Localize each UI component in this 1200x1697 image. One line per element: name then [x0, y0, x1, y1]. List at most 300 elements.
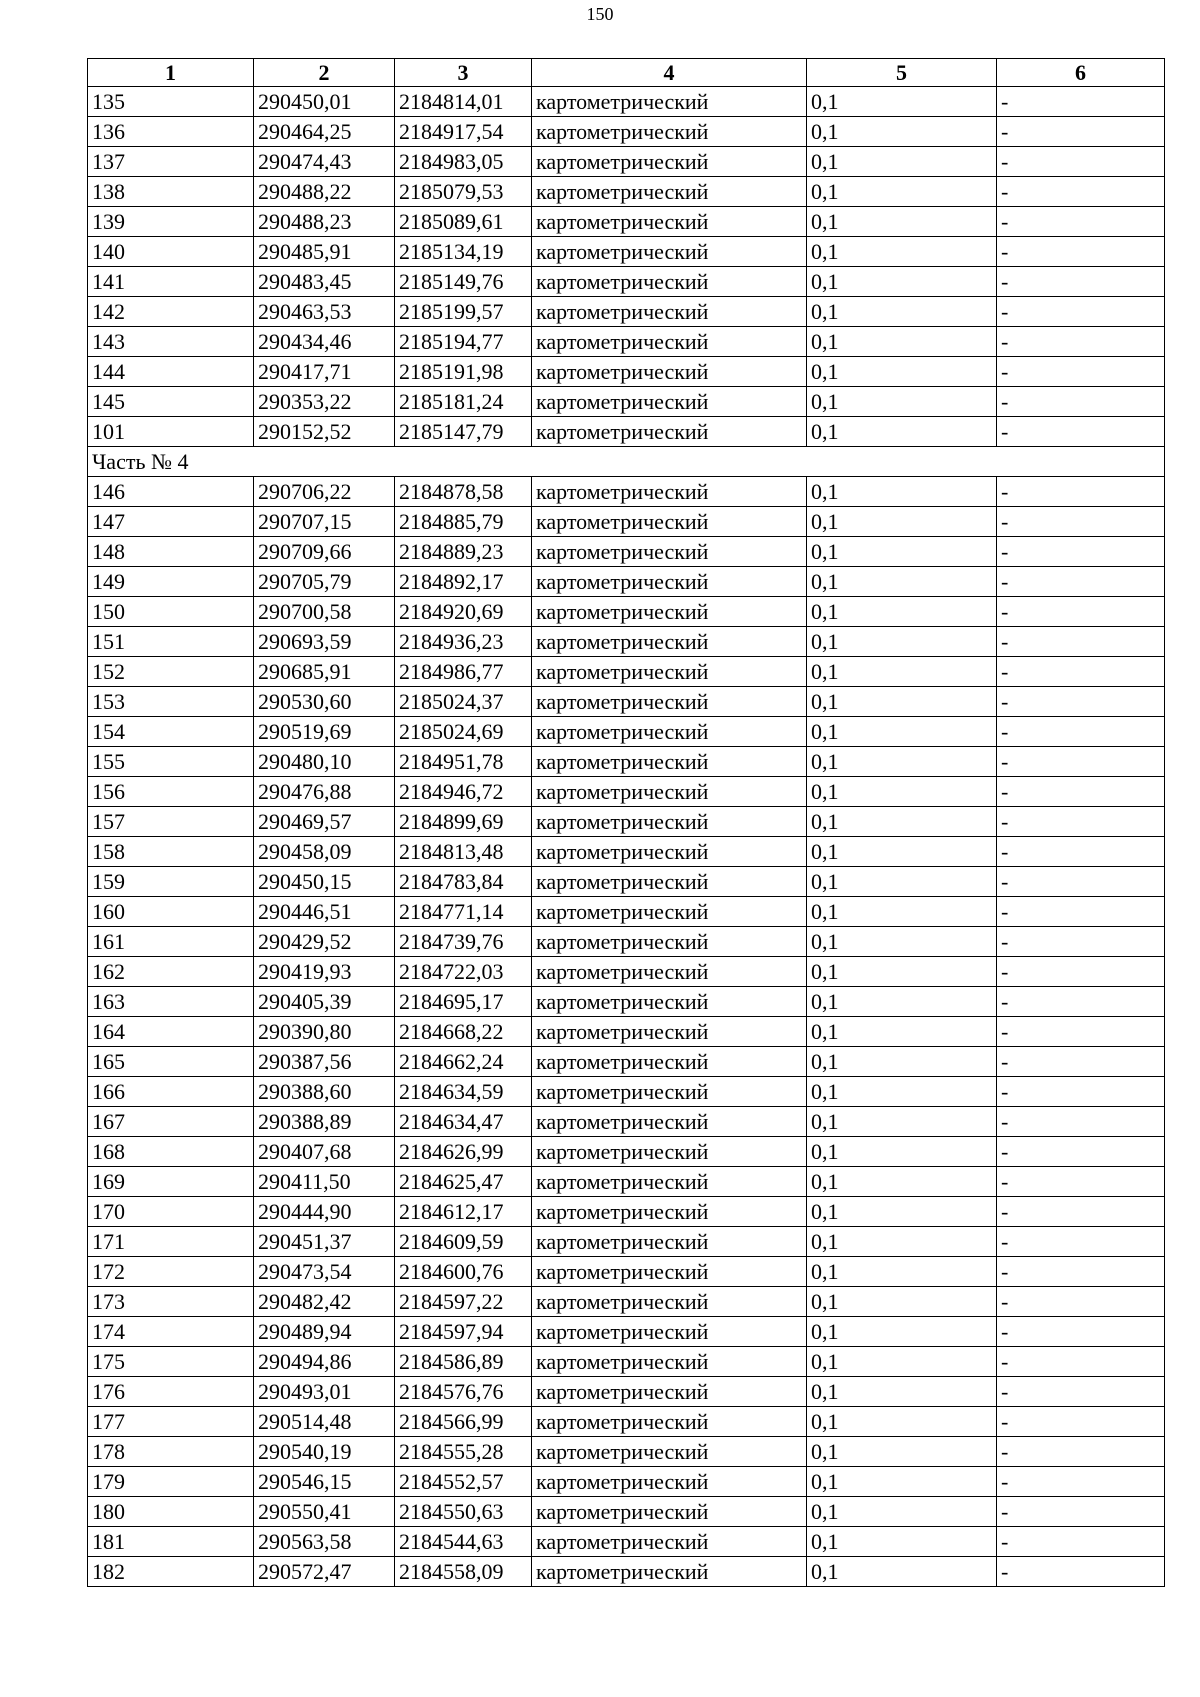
y-coordinate-cell: 2184552,57: [395, 1467, 532, 1497]
y-coordinate-cell: 2184597,94: [395, 1317, 532, 1347]
point-number-cell: 171: [88, 1227, 254, 1257]
table-row: [88, 897, 1165, 927]
point-number-cell: 160: [88, 897, 254, 927]
note-cell: -: [997, 1287, 1165, 1317]
x-coordinate-cell: 290388,60: [254, 1077, 395, 1107]
point-number-cell: 141: [88, 267, 254, 297]
accuracy-cell: 0,1: [807, 567, 997, 597]
accuracy-cell: 0,1: [807, 207, 997, 237]
point-number-cell: 174: [88, 1317, 254, 1347]
y-coordinate-cell: 2184662,24: [395, 1047, 532, 1077]
section-row: [88, 447, 1165, 477]
point-number-cell: 181: [88, 1527, 254, 1557]
y-coordinate-cell: 2185191,98: [395, 357, 532, 387]
y-coordinate-cell: 2184634,59: [395, 1077, 532, 1107]
table-row: [88, 147, 1165, 177]
y-coordinate-cell: 2184771,14: [395, 897, 532, 927]
x-coordinate-cell: 290572,47: [254, 1557, 395, 1587]
method-cell: картометрический: [532, 117, 807, 147]
x-coordinate-cell: 290706,22: [254, 477, 395, 507]
y-coordinate-cell: 2185024,37: [395, 687, 532, 717]
y-coordinate-cell: 2184558,09: [395, 1557, 532, 1587]
accuracy-cell: 0,1: [807, 927, 997, 957]
accuracy-cell: 0,1: [807, 297, 997, 327]
method-cell: картометрический: [532, 207, 807, 237]
note-cell: -: [997, 1257, 1165, 1287]
accuracy-cell: 0,1: [807, 1077, 997, 1107]
x-coordinate-cell: 290550,41: [254, 1497, 395, 1527]
method-cell: картометрический: [532, 927, 807, 957]
note-cell: -: [997, 687, 1165, 717]
y-coordinate-cell: 2184550,63: [395, 1497, 532, 1527]
y-coordinate-cell: 2184625,47: [395, 1167, 532, 1197]
point-number-cell: 172: [88, 1257, 254, 1287]
point-number-cell: 167: [88, 1107, 254, 1137]
page-number: 150: [586, 4, 614, 24]
method-cell: картометрический: [532, 807, 807, 837]
method-cell: картометрический: [532, 477, 807, 507]
y-coordinate-cell: 2184878,58: [395, 477, 532, 507]
note-cell: -: [997, 807, 1165, 837]
x-coordinate-cell: 290450,01: [254, 87, 395, 117]
x-coordinate-cell: 290546,15: [254, 1467, 395, 1497]
method-cell: картометрический: [532, 267, 807, 297]
column-header: 2: [254, 59, 395, 87]
point-number-cell: 161: [88, 927, 254, 957]
point-number-cell: 138: [88, 177, 254, 207]
point-number-cell: 151: [88, 627, 254, 657]
column-header: 3: [395, 59, 532, 87]
accuracy-cell: 0,1: [807, 1347, 997, 1377]
method-cell: картометрический: [532, 237, 807, 267]
point-number-cell: 139: [88, 207, 254, 237]
accuracy-cell: 0,1: [807, 777, 997, 807]
table-row: [88, 297, 1165, 327]
note-cell: -: [997, 207, 1165, 237]
table-row: [88, 1497, 1165, 1527]
x-coordinate-cell: 290464,25: [254, 117, 395, 147]
note-cell: -: [997, 747, 1165, 777]
x-coordinate-cell: 290489,94: [254, 1317, 395, 1347]
note-cell: -: [997, 237, 1165, 267]
note-cell: -: [997, 1107, 1165, 1137]
x-coordinate-cell: 290152,52: [254, 417, 395, 447]
accuracy-cell: 0,1: [807, 1287, 997, 1317]
y-coordinate-cell: 2185134,19: [395, 237, 532, 267]
note-cell: -: [997, 627, 1165, 657]
note-cell: -: [997, 1347, 1165, 1377]
method-cell: картометрический: [532, 357, 807, 387]
note-cell: -: [997, 387, 1165, 417]
table-row: [88, 207, 1165, 237]
y-coordinate-cell: 2184597,22: [395, 1287, 532, 1317]
point-number-cell: 159: [88, 867, 254, 897]
table-row: [88, 417, 1165, 447]
x-coordinate-cell: 290519,69: [254, 717, 395, 747]
point-number-cell: 176: [88, 1377, 254, 1407]
x-coordinate-cell: 290514,48: [254, 1407, 395, 1437]
x-coordinate-cell: 290705,79: [254, 567, 395, 597]
accuracy-cell: 0,1: [807, 807, 997, 837]
table-row: [88, 477, 1165, 507]
y-coordinate-cell: 2185024,69: [395, 717, 532, 747]
accuracy-cell: 0,1: [807, 477, 997, 507]
note-cell: -: [997, 1467, 1165, 1497]
y-coordinate-cell: 2184899,69: [395, 807, 532, 837]
point-number-cell: 158: [88, 837, 254, 867]
method-cell: картометрический: [532, 1107, 807, 1137]
y-coordinate-cell: 2185181,24: [395, 387, 532, 417]
point-number-cell: 178: [88, 1437, 254, 1467]
accuracy-cell: 0,1: [807, 717, 997, 747]
point-number-cell: 149: [88, 567, 254, 597]
y-coordinate-cell: 2184586,89: [395, 1347, 532, 1377]
method-cell: картометрический: [532, 297, 807, 327]
point-number-cell: 173: [88, 1287, 254, 1317]
x-coordinate-cell: 290540,19: [254, 1437, 395, 1467]
table-row: [88, 1197, 1165, 1227]
accuracy-cell: 0,1: [807, 237, 997, 267]
x-coordinate-cell: 290405,39: [254, 987, 395, 1017]
table-row: [88, 627, 1165, 657]
method-cell: картометрический: [532, 957, 807, 987]
point-number-cell: 153: [88, 687, 254, 717]
table-row: [88, 927, 1165, 957]
x-coordinate-cell: 290407,68: [254, 1137, 395, 1167]
accuracy-cell: 0,1: [807, 1197, 997, 1227]
accuracy-cell: 0,1: [807, 1497, 997, 1527]
table-header-row: [88, 59, 1165, 87]
table-row: [88, 957, 1165, 987]
note-cell: -: [997, 1407, 1165, 1437]
x-coordinate-cell: 290411,50: [254, 1167, 395, 1197]
x-coordinate-cell: 290693,59: [254, 627, 395, 657]
method-cell: картометрический: [532, 1287, 807, 1317]
x-coordinate-cell: 290494,86: [254, 1347, 395, 1377]
accuracy-cell: 0,1: [807, 327, 997, 357]
note-cell: -: [997, 597, 1165, 627]
point-number-cell: 168: [88, 1137, 254, 1167]
point-number-cell: 164: [88, 1017, 254, 1047]
point-number-cell: 152: [88, 657, 254, 687]
method-cell: картометрический: [532, 147, 807, 177]
method-cell: картометрический: [532, 777, 807, 807]
method-cell: картометрический: [532, 597, 807, 627]
point-number-cell: 150: [88, 597, 254, 627]
y-coordinate-cell: 2184946,72: [395, 777, 532, 807]
method-cell: картометрический: [532, 657, 807, 687]
point-number-cell: 145: [88, 387, 254, 417]
accuracy-cell: 0,1: [807, 117, 997, 147]
table-row: [88, 237, 1165, 267]
note-cell: -: [997, 1167, 1165, 1197]
y-coordinate-cell: 2184668,22: [395, 1017, 532, 1047]
table-row: [88, 597, 1165, 627]
x-coordinate-cell: 290483,45: [254, 267, 395, 297]
table-row: [88, 1317, 1165, 1347]
table-row: [88, 1167, 1165, 1197]
x-coordinate-cell: 290488,23: [254, 207, 395, 237]
y-coordinate-cell: 2184695,17: [395, 987, 532, 1017]
point-number-cell: 162: [88, 957, 254, 987]
method-cell: картометрический: [532, 1227, 807, 1257]
y-coordinate-cell: 2185147,79: [395, 417, 532, 447]
point-number-cell: 155: [88, 747, 254, 777]
accuracy-cell: 0,1: [807, 1437, 997, 1467]
note-cell: -: [997, 567, 1165, 597]
point-number-cell: 101: [88, 417, 254, 447]
y-coordinate-cell: 2185089,61: [395, 207, 532, 237]
x-coordinate-cell: 290469,57: [254, 807, 395, 837]
accuracy-cell: 0,1: [807, 897, 997, 927]
table-row: [88, 1557, 1165, 1587]
x-coordinate-cell: 290482,42: [254, 1287, 395, 1317]
y-coordinate-cell: 2184892,17: [395, 567, 532, 597]
method-cell: картометрический: [532, 717, 807, 747]
y-coordinate-cell: 2184814,01: [395, 87, 532, 117]
table-row: [88, 87, 1165, 117]
point-number-cell: 166: [88, 1077, 254, 1107]
table-row: [88, 1287, 1165, 1317]
note-cell: -: [997, 1557, 1165, 1587]
table-row: [88, 1407, 1165, 1437]
table-row: [88, 1137, 1165, 1167]
note-cell: -: [997, 87, 1165, 117]
point-number-cell: 142: [88, 297, 254, 327]
x-coordinate-cell: 290488,22: [254, 177, 395, 207]
method-cell: картометрический: [532, 177, 807, 207]
x-coordinate-cell: 290451,37: [254, 1227, 395, 1257]
y-coordinate-cell: 2185194,77: [395, 327, 532, 357]
y-coordinate-cell: 2185199,57: [395, 297, 532, 327]
note-cell: -: [997, 1137, 1165, 1167]
y-coordinate-cell: 2185149,76: [395, 267, 532, 297]
x-coordinate-cell: 290707,15: [254, 507, 395, 537]
method-cell: картометрический: [532, 1137, 807, 1167]
column-header: 6: [997, 59, 1165, 87]
note-cell: -: [997, 537, 1165, 567]
note-cell: -: [997, 657, 1165, 687]
accuracy-cell: 0,1: [807, 1527, 997, 1557]
table-row: [88, 687, 1165, 717]
table-row: [88, 657, 1165, 687]
column-header: 4: [532, 59, 807, 87]
accuracy-cell: 0,1: [807, 87, 997, 117]
note-cell: -: [997, 327, 1165, 357]
point-number-cell: 147: [88, 507, 254, 537]
column-header: 1: [88, 59, 254, 87]
method-cell: картометрический: [532, 687, 807, 717]
method-cell: картометрический: [532, 1047, 807, 1077]
y-coordinate-cell: 2184936,23: [395, 627, 532, 657]
method-cell: картометрический: [532, 747, 807, 777]
accuracy-cell: 0,1: [807, 357, 997, 387]
table-row: [88, 1257, 1165, 1287]
table-row: [88, 1527, 1165, 1557]
point-number-cell: 177: [88, 1407, 254, 1437]
table-row: [88, 177, 1165, 207]
x-coordinate-cell: 290685,91: [254, 657, 395, 687]
point-number-cell: 165: [88, 1047, 254, 1077]
accuracy-cell: 0,1: [807, 1557, 997, 1587]
note-cell: -: [997, 1527, 1165, 1557]
note-cell: -: [997, 1377, 1165, 1407]
note-cell: -: [997, 147, 1165, 177]
accuracy-cell: 0,1: [807, 687, 997, 717]
x-coordinate-cell: 290388,89: [254, 1107, 395, 1137]
accuracy-cell: 0,1: [807, 1167, 997, 1197]
table-row: [88, 327, 1165, 357]
y-coordinate-cell: 2184555,28: [395, 1437, 532, 1467]
accuracy-cell: 0,1: [807, 597, 997, 627]
method-cell: картометрический: [532, 1257, 807, 1287]
point-number-cell: 144: [88, 357, 254, 387]
y-coordinate-cell: 2184544,63: [395, 1527, 532, 1557]
accuracy-cell: 0,1: [807, 1377, 997, 1407]
table-row: [88, 987, 1165, 1017]
point-number-cell: 163: [88, 987, 254, 1017]
accuracy-cell: 0,1: [807, 867, 997, 897]
table-row: [88, 387, 1165, 417]
accuracy-cell: 0,1: [807, 657, 997, 687]
x-coordinate-cell: 290417,71: [254, 357, 395, 387]
accuracy-cell: 0,1: [807, 837, 997, 867]
table-row: [88, 1347, 1165, 1377]
table-row: [88, 837, 1165, 867]
note-cell: -: [997, 297, 1165, 327]
accuracy-cell: 0,1: [807, 387, 997, 417]
y-coordinate-cell: 2184739,76: [395, 927, 532, 957]
point-number-cell: 137: [88, 147, 254, 177]
point-number-cell: 140: [88, 237, 254, 267]
method-cell: картометрический: [532, 1077, 807, 1107]
point-number-cell: 179: [88, 1467, 254, 1497]
note-cell: -: [997, 1227, 1165, 1257]
table-row: [88, 1377, 1165, 1407]
x-coordinate-cell: 290480,10: [254, 747, 395, 777]
accuracy-cell: 0,1: [807, 177, 997, 207]
x-coordinate-cell: 290458,09: [254, 837, 395, 867]
point-number-cell: 136: [88, 117, 254, 147]
y-coordinate-cell: 2184576,76: [395, 1377, 532, 1407]
note-cell: -: [997, 357, 1165, 387]
x-coordinate-cell: 290390,80: [254, 1017, 395, 1047]
table-row: [88, 567, 1165, 597]
accuracy-cell: 0,1: [807, 537, 997, 567]
table-row: [88, 1437, 1165, 1467]
point-number-cell: 154: [88, 717, 254, 747]
method-cell: картометрический: [532, 1197, 807, 1227]
note-cell: -: [997, 897, 1165, 927]
y-coordinate-cell: 2184885,79: [395, 507, 532, 537]
note-cell: -: [997, 867, 1165, 897]
y-coordinate-cell: 2184600,76: [395, 1257, 532, 1287]
note-cell: -: [997, 957, 1165, 987]
accuracy-cell: 0,1: [807, 747, 997, 777]
y-coordinate-cell: 2184566,99: [395, 1407, 532, 1437]
accuracy-cell: 0,1: [807, 627, 997, 657]
note-cell: -: [997, 927, 1165, 957]
x-coordinate-cell: 290476,88: [254, 777, 395, 807]
point-number-cell: 175: [88, 1347, 254, 1377]
method-cell: картометрический: [532, 1437, 807, 1467]
point-number-cell: 170: [88, 1197, 254, 1227]
point-number-cell: 143: [88, 327, 254, 357]
y-coordinate-cell: 2184609,59: [395, 1227, 532, 1257]
x-coordinate-cell: 290563,58: [254, 1527, 395, 1557]
method-cell: картометрический: [532, 387, 807, 417]
accuracy-cell: 0,1: [807, 147, 997, 177]
note-cell: -: [997, 717, 1165, 747]
point-number-cell: 146: [88, 477, 254, 507]
x-coordinate-cell: 290434,46: [254, 327, 395, 357]
method-cell: картометрический: [532, 1467, 807, 1497]
table-row: [88, 867, 1165, 897]
x-coordinate-cell: 290429,52: [254, 927, 395, 957]
x-coordinate-cell: 290485,91: [254, 237, 395, 267]
table-row: [88, 1077, 1165, 1107]
point-number-cell: 156: [88, 777, 254, 807]
x-coordinate-cell: 290419,93: [254, 957, 395, 987]
accuracy-cell: 0,1: [807, 1407, 997, 1437]
accuracy-cell: 0,1: [807, 1227, 997, 1257]
method-cell: картометрический: [532, 987, 807, 1017]
x-coordinate-cell: 290700,58: [254, 597, 395, 627]
method-cell: картометрический: [532, 1167, 807, 1197]
method-cell: картометрический: [532, 897, 807, 927]
method-cell: картометрический: [532, 1317, 807, 1347]
note-cell: -: [997, 477, 1165, 507]
note-cell: -: [997, 1017, 1165, 1047]
y-coordinate-cell: 2184917,54: [395, 117, 532, 147]
note-cell: -: [997, 837, 1165, 867]
point-number-cell: 182: [88, 1557, 254, 1587]
point-number-cell: 157: [88, 807, 254, 837]
table-row: [88, 807, 1165, 837]
method-cell: картометрический: [532, 327, 807, 357]
column-header: 5: [807, 59, 997, 87]
point-number-cell: 180: [88, 1497, 254, 1527]
accuracy-cell: 0,1: [807, 1107, 997, 1137]
y-coordinate-cell: 2184722,03: [395, 957, 532, 987]
point-number-cell: 169: [88, 1167, 254, 1197]
table-row: [88, 1107, 1165, 1137]
x-coordinate-cell: 290530,60: [254, 687, 395, 717]
x-coordinate-cell: 290473,54: [254, 1257, 395, 1287]
accuracy-cell: 0,1: [807, 1257, 997, 1287]
y-coordinate-cell: 2184983,05: [395, 147, 532, 177]
table-row: [88, 357, 1165, 387]
method-cell: картометрический: [532, 567, 807, 597]
note-cell: -: [997, 177, 1165, 207]
x-coordinate-cell: 290444,90: [254, 1197, 395, 1227]
table-row: [88, 777, 1165, 807]
accuracy-cell: 0,1: [807, 507, 997, 537]
table-row: [88, 747, 1165, 777]
table-row: [88, 1227, 1165, 1257]
y-coordinate-cell: 2184612,17: [395, 1197, 532, 1227]
accuracy-cell: 0,1: [807, 957, 997, 987]
table-row: [88, 537, 1165, 567]
x-coordinate-cell: 290450,15: [254, 867, 395, 897]
y-coordinate-cell: 2184634,47: [395, 1107, 532, 1137]
note-cell: -: [997, 1077, 1165, 1107]
note-cell: -: [997, 417, 1165, 447]
accuracy-cell: 0,1: [807, 267, 997, 297]
point-number-cell: 148: [88, 537, 254, 567]
table-row: [88, 507, 1165, 537]
method-cell: картометрический: [532, 507, 807, 537]
